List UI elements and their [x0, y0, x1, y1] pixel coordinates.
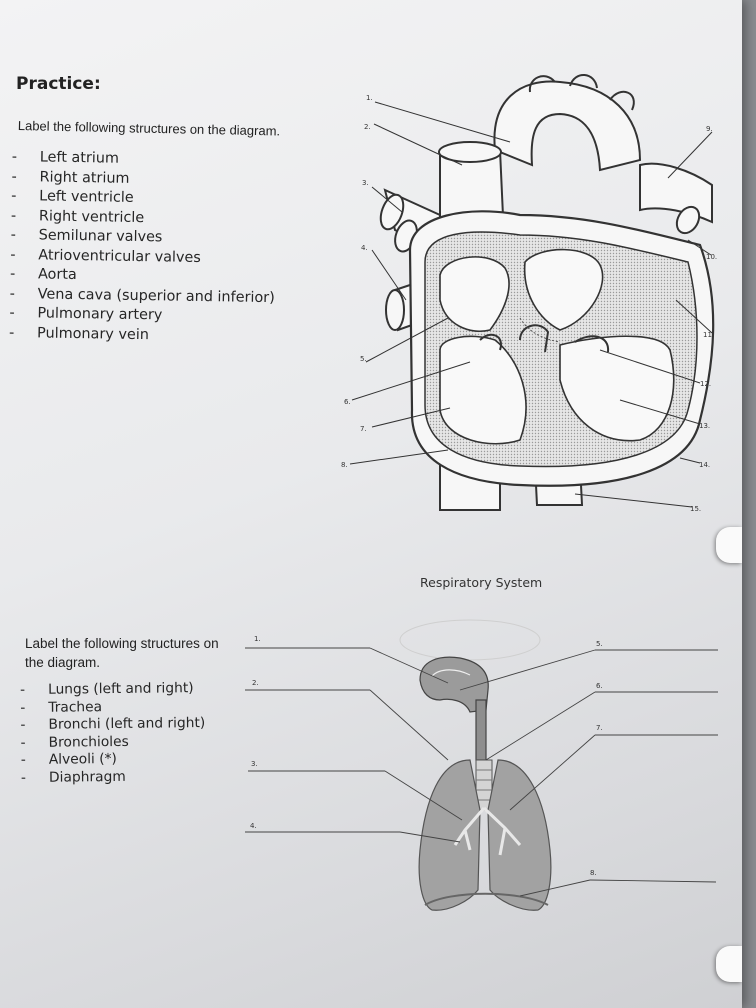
- label-number: 7.: [360, 425, 367, 433]
- label-number: 9.: [706, 125, 713, 133]
- label-number: 8.: [341, 461, 348, 469]
- label-number: 2.: [364, 123, 371, 131]
- label-number: 15.: [690, 505, 702, 513]
- label-number: 13.: [699, 422, 711, 430]
- diaphragm-shape: [425, 894, 548, 905]
- respiratory-label-lines: [245, 648, 718, 896]
- list-item: - Lungs (left and right): [20, 680, 205, 699]
- left-lung-shape: [419, 760, 480, 910]
- label-number: 3.: [362, 179, 369, 187]
- label-number: 7.: [596, 724, 603, 732]
- list-item: - Diaphragm: [21, 768, 206, 787]
- label-number: 5.: [360, 355, 367, 363]
- list-item: - Semilunar valves: [10, 226, 275, 250]
- list-item: - Right ventricle: [11, 206, 276, 230]
- list-item: - Left atrium: [12, 148, 277, 172]
- list-item: - Pulmonary vein: [9, 323, 274, 347]
- heart-instruction: Label the following structures on the diagram.: [17, 118, 281, 139]
- label-number: 4.: [250, 822, 257, 830]
- list-item: - Trachea: [20, 698, 205, 717]
- label-number: 5.: [596, 640, 603, 648]
- trachea-shape: [476, 760, 492, 810]
- head-airway: [420, 657, 488, 760]
- list-item: - Atrioventricular valves: [10, 245, 275, 269]
- label-number: 3.: [251, 760, 258, 768]
- bronchi-shape: [455, 808, 520, 855]
- label-number: 1.: [254, 635, 261, 643]
- label-number: 10.: [706, 253, 718, 261]
- list-item: - Bronchioles: [21, 733, 206, 752]
- page-clip-bottom: [716, 946, 742, 982]
- label-number: 14.: [699, 461, 711, 469]
- respiratory-label-numbers: [250, 635, 603, 877]
- label-number: 6.: [344, 398, 351, 406]
- respiratory-instruction: Label the following structures on the diagram.: [25, 636, 219, 670]
- label-number: 11.: [703, 331, 715, 339]
- page-clip-top: [716, 527, 742, 563]
- list-item: - Pulmonary artery: [9, 304, 274, 328]
- list-item: - Vena cava (superior and inferior): [10, 284, 275, 308]
- label-number: 2.: [252, 679, 259, 687]
- list-item: - Bronchi (left and right): [20, 715, 205, 734]
- respiratory-structure-list: [20, 680, 206, 787]
- label-number: 4.: [361, 244, 368, 252]
- list-item: - Left ventricle: [11, 187, 276, 211]
- right-lung-shape: [488, 760, 551, 910]
- list-item: - Alveoli (*): [21, 750, 206, 769]
- respiratory-title: Respiratory System: [420, 575, 543, 590]
- label-number: 8.: [590, 869, 597, 877]
- label-number: 6.: [596, 682, 603, 690]
- list-item: - Aorta: [10, 265, 275, 289]
- page-title: Practice:: [16, 74, 101, 94]
- label-number: 1.: [366, 94, 373, 102]
- list-item: - Right atrium: [11, 167, 276, 191]
- label-number: 12.: [700, 380, 712, 388]
